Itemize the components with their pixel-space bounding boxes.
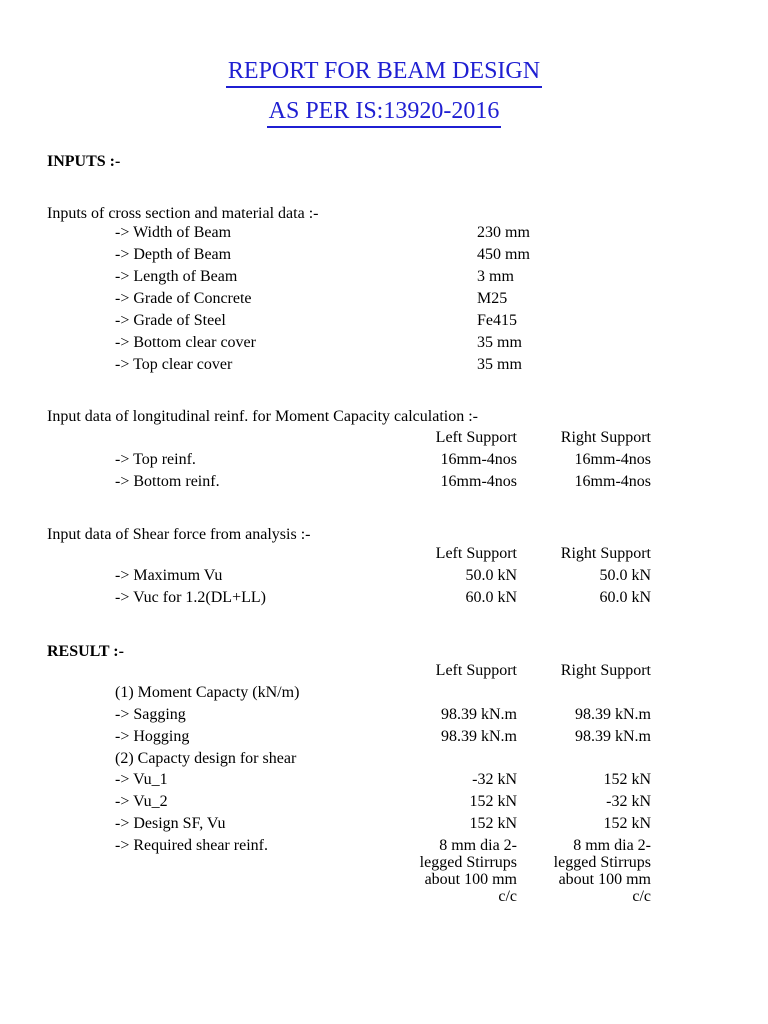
text-line: 8 mm dia 2- bbox=[573, 837, 651, 854]
column-headers bbox=[0, 429, 768, 451]
row-value: M25 bbox=[477, 290, 508, 307]
row-value: Fe415 bbox=[477, 312, 517, 329]
left-value: 16mm-4nos bbox=[440, 473, 517, 490]
reinf-row-bottom bbox=[0, 473, 768, 495]
shear-design-label: (2) Capacty design for shear bbox=[115, 750, 297, 767]
left-value: 152 kN bbox=[469, 793, 517, 810]
title-line-2: AS PER IS:13920-2016 bbox=[267, 96, 502, 128]
row-value: 35 mm bbox=[477, 356, 522, 373]
row-value: 230 mm bbox=[477, 224, 530, 241]
input-row-depth bbox=[0, 246, 768, 268]
row-value: 450 mm bbox=[477, 246, 530, 263]
row-label: -> Vuc for 1.2(DL+LL) bbox=[115, 589, 266, 606]
right-value: 16mm-4nos bbox=[574, 451, 651, 468]
text-line: c/c bbox=[632, 888, 651, 905]
shear-design-label-row bbox=[0, 750, 768, 772]
left-value: 98.39 kN.m bbox=[441, 706, 517, 723]
row-value: 35 mm bbox=[477, 334, 522, 351]
result-row-design-sf bbox=[0, 815, 768, 837]
row-label: -> Hogging bbox=[115, 728, 190, 745]
left-value: 50.0 kN bbox=[465, 567, 517, 584]
right-value: 152 kN bbox=[603, 815, 651, 832]
shear-row-vuc bbox=[0, 589, 768, 611]
text-line: 8 mm dia 2- bbox=[439, 837, 517, 854]
text-line: c/c bbox=[498, 888, 517, 905]
row-label: -> Grade of Steel bbox=[115, 312, 226, 329]
row-label: -> Sagging bbox=[115, 706, 186, 723]
shear-reinf-right bbox=[531, 837, 651, 905]
moment-capacity-label-row bbox=[0, 684, 768, 706]
row-label: -> Top reinf. bbox=[115, 451, 196, 468]
row-label: -> Bottom clear cover bbox=[115, 334, 256, 351]
row-label: -> Maximum Vu bbox=[115, 567, 223, 584]
reinf-row-top bbox=[0, 451, 768, 473]
section-longitudinal-label: Input data of longitudinal reinf. for Moment Capacity calculation :- bbox=[47, 408, 478, 425]
text-line: about 100 mm bbox=[424, 871, 517, 888]
right-value: 152 kN bbox=[603, 771, 651, 788]
row-label: -> Grade of Concrete bbox=[115, 290, 252, 307]
input-row-top-cover bbox=[0, 356, 768, 378]
row-label: -> Required shear reinf. bbox=[115, 837, 268, 854]
result-row-vu2 bbox=[0, 793, 768, 815]
col-right-support: Right Support bbox=[560, 429, 651, 446]
right-value: 98.39 kN.m bbox=[575, 706, 651, 723]
result-heading: RESULT :- bbox=[47, 643, 124, 660]
right-value: 50.0 kN bbox=[599, 567, 651, 584]
left-value: 60.0 kN bbox=[465, 589, 517, 606]
text-line: legged Stirrups bbox=[553, 854, 651, 871]
right-value: 60.0 kN bbox=[599, 589, 651, 606]
result-row-sagging bbox=[0, 706, 768, 728]
result-row-vu1 bbox=[0, 771, 768, 793]
input-row-bottom-cover bbox=[0, 334, 768, 356]
input-row-steel bbox=[0, 312, 768, 334]
report-title bbox=[0, 56, 768, 136]
right-value: 98.39 kN.m bbox=[575, 728, 651, 745]
input-row-concrete bbox=[0, 290, 768, 312]
column-headers bbox=[0, 545, 768, 567]
moment-capacity-label: (1) Moment Capacty (kN/m) bbox=[115, 684, 300, 701]
text-line: about 100 mm bbox=[558, 871, 651, 888]
input-row-width bbox=[0, 224, 768, 246]
left-value: 16mm-4nos bbox=[440, 451, 517, 468]
col-left-support: Left Support bbox=[435, 545, 517, 562]
row-label: -> Vu_1 bbox=[115, 771, 168, 788]
left-value: -32 kN bbox=[472, 771, 517, 788]
row-label: -> Bottom reinf. bbox=[115, 473, 220, 490]
col-left-support: Left Support bbox=[435, 429, 517, 446]
shear-row-max-vu bbox=[0, 567, 768, 589]
shear-reinf-left bbox=[397, 837, 517, 905]
column-headers bbox=[0, 662, 768, 684]
row-label: -> Width of Beam bbox=[115, 224, 232, 241]
inputs-heading: INPUTS :- bbox=[47, 153, 121, 170]
result-row-hogging bbox=[0, 728, 768, 750]
col-right-support: Right Support bbox=[560, 662, 651, 679]
row-label: -> Vu_2 bbox=[115, 793, 168, 810]
row-label: -> Length of Beam bbox=[115, 268, 238, 285]
col-left-support: Left Support bbox=[435, 662, 517, 679]
row-label: -> Design SF, Vu bbox=[115, 815, 226, 832]
text-line: legged Stirrups bbox=[419, 854, 517, 871]
section-cross-section-label: Inputs of cross section and material data :- bbox=[47, 205, 319, 222]
result-row-shear-reinf bbox=[0, 837, 768, 859]
left-value: 152 kN bbox=[469, 815, 517, 832]
row-label: -> Top clear cover bbox=[115, 356, 233, 373]
section-shear-label: Input data of Shear force from analysis :- bbox=[47, 526, 311, 543]
col-right-support: Right Support bbox=[560, 545, 651, 562]
left-value: 98.39 kN.m bbox=[441, 728, 517, 745]
input-row-length bbox=[0, 268, 768, 290]
row-label: -> Depth of Beam bbox=[115, 246, 232, 263]
row-value: 3 mm bbox=[477, 268, 514, 285]
title-line-1: REPORT FOR BEAM DESIGN bbox=[226, 56, 542, 88]
right-value: 16mm-4nos bbox=[574, 473, 651, 490]
right-value: -32 kN bbox=[606, 793, 651, 810]
